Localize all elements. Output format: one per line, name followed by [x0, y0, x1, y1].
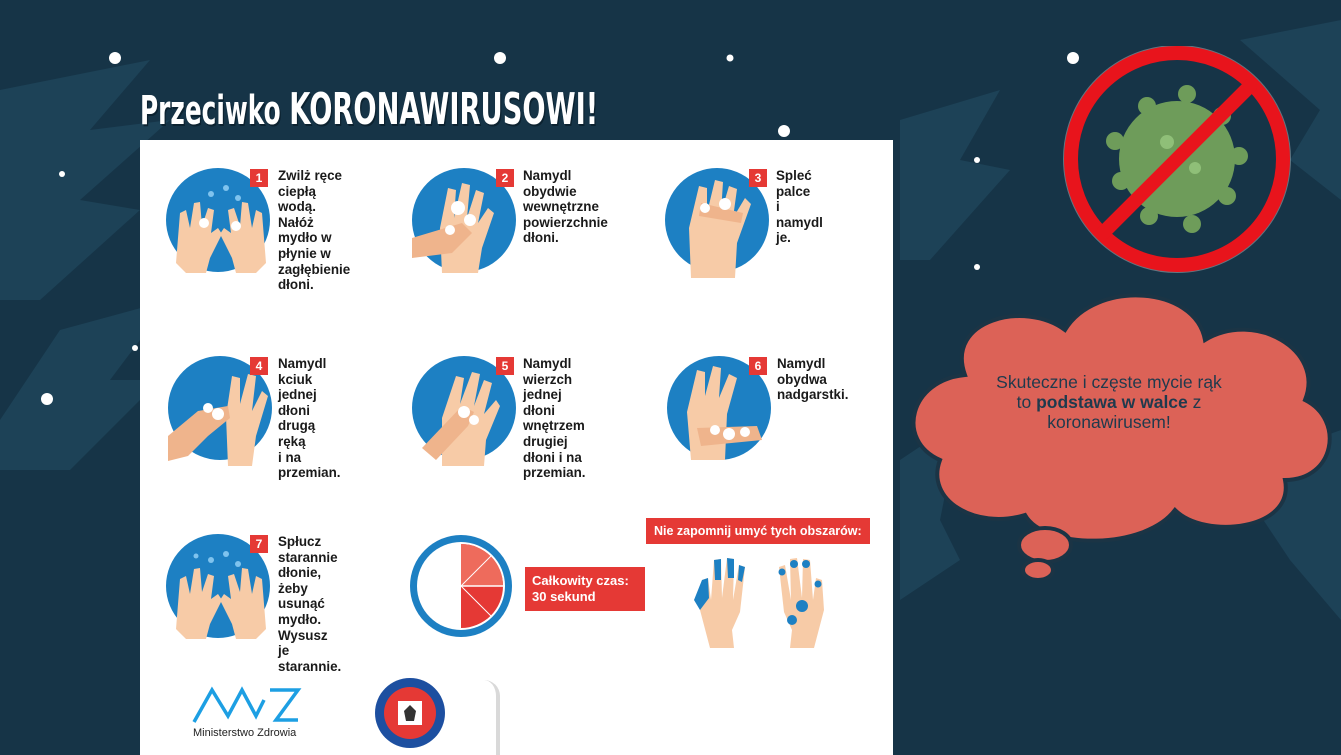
sanitary-inspection-seal-icon: [374, 677, 446, 749]
step-6-number: 6: [749, 357, 767, 375]
step-1-text: Zwilż ręce ciepłą wodą. Nałóż mydło w płynie w zagłębienie dłoni.: [278, 168, 351, 293]
page-title: [140, 84, 598, 137]
step-5-text: Namydl wierzch jednej dłoni wnętrzem drugiej dłoni i na przemian.: [523, 356, 586, 481]
step-2-text: Namydl obydwie wewnętrzne powierzchnie dłoni.: [523, 168, 608, 246]
step-5-number: 5: [496, 357, 514, 375]
step-7-text: Spłucz starannie dłonie, żeby usunąć mydło. Wysusz je starannie.: [278, 534, 342, 674]
title-part-1: Przeciwko: [140, 88, 290, 134]
ministry-logo-icon: [192, 686, 302, 726]
cloud-line-3: koronawirusem!: [1047, 412, 1171, 432]
cloud-text: [978, 372, 1240, 432]
step-2-number: 2: [496, 169, 514, 187]
step-7-number: 7: [250, 535, 268, 553]
total-time-label: Całkowity czas: 30 sekund: [525, 567, 645, 611]
poster-fold-line: [484, 680, 500, 755]
cloud-line-2-a: to: [1016, 392, 1037, 412]
step-3-text: Spleć palce i namydl je.: [776, 168, 823, 246]
timer-clock-icon: [408, 533, 514, 639]
step-4-text: Namydl kciuk jednej dłoni drugą ręką i na przemian.: [278, 356, 341, 481]
no-virus-sign-icon: [1057, 46, 1297, 278]
dont-forget-label: Nie zapomnij umyć tych obszarów:: [646, 518, 870, 544]
handwashing-poster: [140, 140, 893, 755]
cloud-line-2-c: z: [1187, 392, 1202, 412]
missed-areas-hands-icon: [692, 550, 832, 650]
title-part-2: KORONAWIRUSOWI!: [289, 84, 599, 135]
cloud-line-1: Skuteczne i częste mycie rąk: [996, 372, 1222, 392]
step-4-number: 4: [250, 357, 268, 375]
cloud-line-2-bold: podstawa w walce: [1036, 392, 1188, 412]
step-1-number: 1: [250, 169, 268, 187]
step-6-text: Namydl obydwa nadgarstki.: [777, 356, 849, 403]
step-3-number: 3: [749, 169, 767, 187]
ministry-logo-label: Ministerstwo Zdrowia: [193, 727, 297, 739]
